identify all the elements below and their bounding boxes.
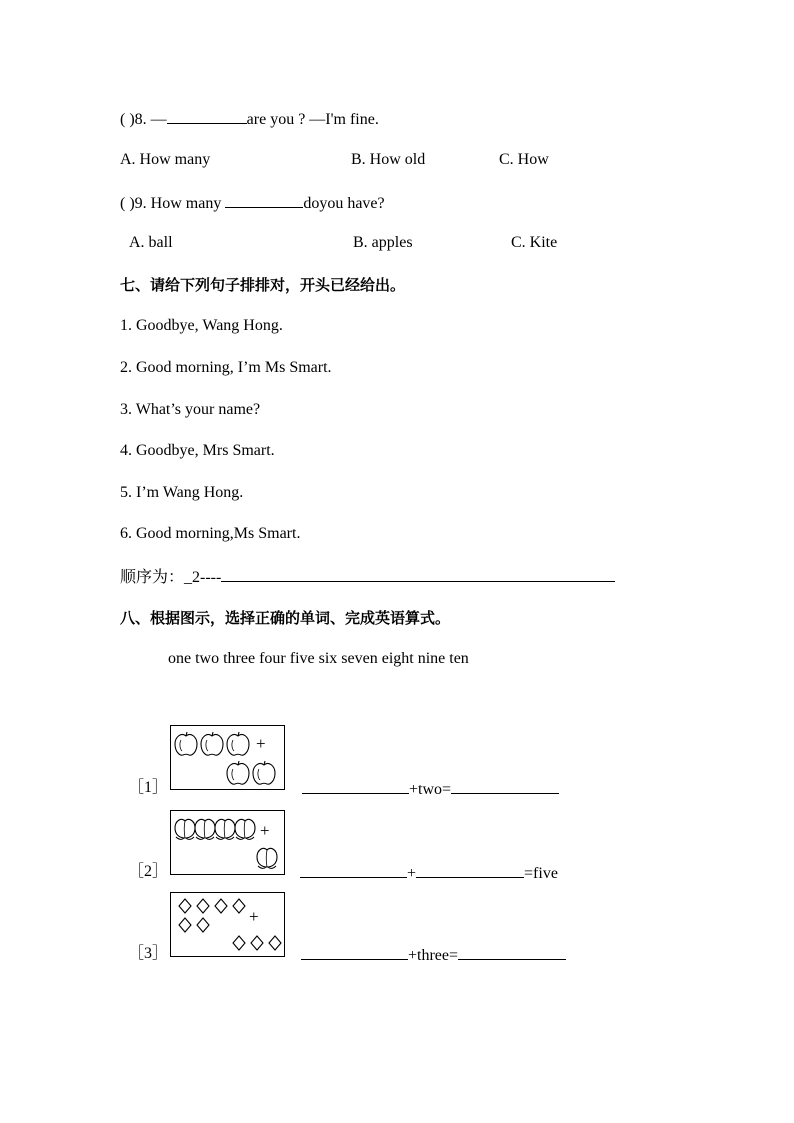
answer-blank[interactable] — [416, 862, 524, 878]
option-c[interactable]: C. How — [499, 151, 549, 168]
answer-paren[interactable]: ( ) — [120, 111, 135, 128]
answer-blank[interactable] — [301, 944, 408, 960]
section-8-heading: 八、根据图示，选择正确的单词、完成英语算式。 — [120, 609, 451, 627]
answer-blank[interactable] — [300, 862, 407, 878]
diamond-icon — [171, 893, 284, 956]
sentence-item: 2. Good morning, I’m Ms Smart. — [120, 359, 332, 376]
option-a[interactable]: A. ball — [129, 234, 173, 251]
order-line — [120, 566, 615, 588]
plus-sign: + — [260, 821, 270, 840]
option-b[interactable]: B. apples — [353, 234, 413, 251]
equation-text: +two= — [409, 781, 452, 798]
order-answer-blank[interactable] — [221, 566, 615, 582]
question-8 — [120, 108, 379, 130]
option-c[interactable]: C. Kite — [511, 234, 558, 251]
equation-3 — [301, 944, 566, 966]
equation-text: =five — [524, 865, 558, 882]
answer-paren[interactable]: ( ) — [120, 195, 135, 212]
picture-box-3 — [170, 892, 285, 957]
question-text: doyou have? — [303, 195, 385, 212]
equation-text: +three= — [408, 947, 459, 964]
sentence-item: 4. Goodbye, Mrs Smart. — [120, 442, 275, 459]
word-bank: one two three four five six seven eight nine ten — [168, 650, 469, 667]
option-a[interactable]: A. How many — [120, 151, 211, 168]
question-number: 8. — [134, 111, 147, 128]
order-label: 顺序为： — [120, 569, 185, 586]
question-prefix: — — [150, 111, 167, 128]
answer-blank[interactable] — [458, 944, 566, 960]
sentence-item: 5. I’m Wang Hong. — [120, 484, 244, 501]
sentence-item: 6. Good morning,Ms Smart. — [120, 525, 301, 542]
fill-blank[interactable] — [225, 192, 303, 208]
question-prefix: How many — [150, 195, 226, 212]
equation-2 — [300, 862, 558, 884]
plus-sign: + — [249, 907, 259, 926]
answer-blank[interactable] — [302, 778, 409, 794]
question-text: are you ? —I'm fine. — [246, 111, 379, 128]
equation-text: + — [407, 865, 417, 882]
sentence-item: 1. Goodbye, Wang Hong. — [120, 317, 283, 334]
equation-1 — [302, 778, 559, 800]
question-9 — [120, 192, 385, 214]
order-start: _2---- — [184, 569, 222, 586]
fill-blank[interactable] — [167, 108, 247, 124]
apple-icon — [171, 726, 284, 789]
question-number: 9. — [134, 195, 147, 212]
section-7-heading: 七、请给下列句子排排对，开头已经给出。 — [120, 276, 406, 294]
answer-blank[interactable] — [451, 778, 559, 794]
picture-box-2 — [170, 810, 285, 875]
option-b[interactable]: B. How old — [351, 151, 426, 168]
problem-label: ［2］ — [128, 863, 169, 880]
plus-sign: + — [256, 734, 266, 753]
sentence-item: 3. What’s your name? — [120, 401, 261, 418]
problem-label: ［3］ — [128, 945, 169, 962]
picture-box-1 — [170, 725, 285, 790]
problem-label: ［1］ — [128, 779, 169, 796]
